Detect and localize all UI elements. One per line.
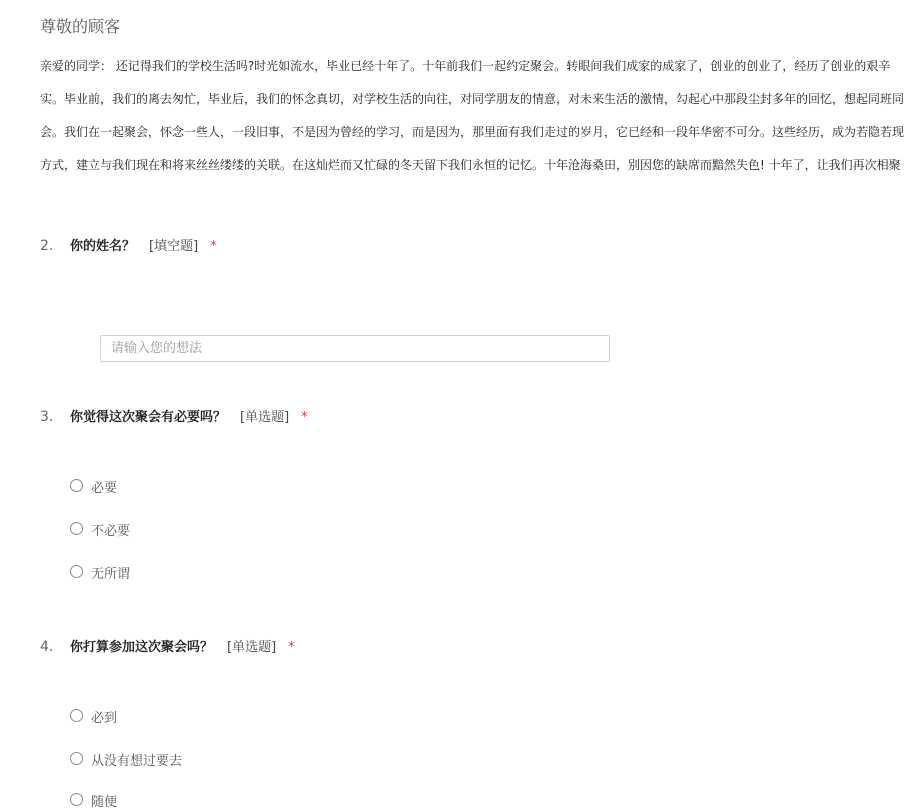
required-mark: * xyxy=(288,640,295,655)
option-label: 不必要 xyxy=(91,524,131,539)
radio-button[interactable] xyxy=(70,522,83,535)
intro-line: 会。我们在一起聚会，怀念一些人，一段旧事，不是因为曾经的学习，而是因为，那里面有我们走过的岁月，它已经和一段年华密不可分。这些经历，成为若隐若现 xyxy=(40,125,904,139)
required-mark: * xyxy=(210,239,217,254)
question-type: [单选题] xyxy=(227,640,277,655)
required-mark: * xyxy=(301,410,308,425)
survey-greeting: 尊敬的顾客 xyxy=(40,17,121,36)
radio-option-never-thought[interactable] xyxy=(70,751,182,769)
radio-button[interactable] xyxy=(70,709,83,722)
question-type: [单选题] xyxy=(240,410,290,425)
radio-button[interactable] xyxy=(70,752,83,765)
intro-line: 实。毕业前，我们的离去匆忙，毕业后，我们的怀念真切，对学校生活的向往，对同学朋友的情意，对未来生活的激情，勾起心中那段尘封多年的回忆，想起同班同 xyxy=(40,92,904,106)
question-header xyxy=(40,635,840,657)
radio-option-necessary[interactable] xyxy=(70,478,117,496)
radio-button[interactable] xyxy=(70,479,83,492)
option-label: 随便 xyxy=(91,795,118,810)
question-type: [填空题] xyxy=(149,239,199,254)
question-number: 3. xyxy=(40,409,54,425)
radio-button[interactable] xyxy=(70,565,83,578)
question-3 xyxy=(40,405,840,582)
radio-option-unnecessary[interactable] xyxy=(70,521,130,539)
option-label: 必要 xyxy=(91,481,118,496)
radio-option-whatever[interactable] xyxy=(70,792,117,810)
question-header xyxy=(40,405,840,427)
option-label: 必到 xyxy=(91,711,118,726)
option-label: 无所谓 xyxy=(91,567,131,582)
question-title: 你的姓名？ xyxy=(70,239,136,254)
question-header xyxy=(40,234,840,256)
intro-line: 方式，建立与我们现在和将来丝丝缕缕的关联。在这灿烂而又忙碌的冬天留下我们永恒的记忆。十年沧海桑田，别因您的缺席而黯然失色! 十年了，让我们再次相聚 xyxy=(40,158,901,172)
question-2 xyxy=(40,234,840,256)
question-number: 4. xyxy=(40,639,54,655)
question-title: 你觉得这次聚会有必要吗？ xyxy=(70,410,227,425)
radio-option-indifferent[interactable] xyxy=(70,564,130,582)
intro-line: 亲爱的同学： 还记得我们的学校生活吗?时光如流水，毕业已经十年了。十年前我们一起约定聚会。转眼间我们成家的成家了，创业的创业了，经历了创业的艰辛 xyxy=(40,59,891,73)
radio-button[interactable] xyxy=(70,793,83,806)
question-number: 2. xyxy=(40,238,54,254)
question-4 xyxy=(40,635,840,810)
question-title: 你打算参加这次聚会吗？ xyxy=(70,640,214,655)
radio-option-must-attend[interactable] xyxy=(70,708,117,726)
name-input[interactable] xyxy=(100,335,610,362)
option-label: 从没有想过要去 xyxy=(91,754,183,769)
survey-intro xyxy=(40,50,904,182)
